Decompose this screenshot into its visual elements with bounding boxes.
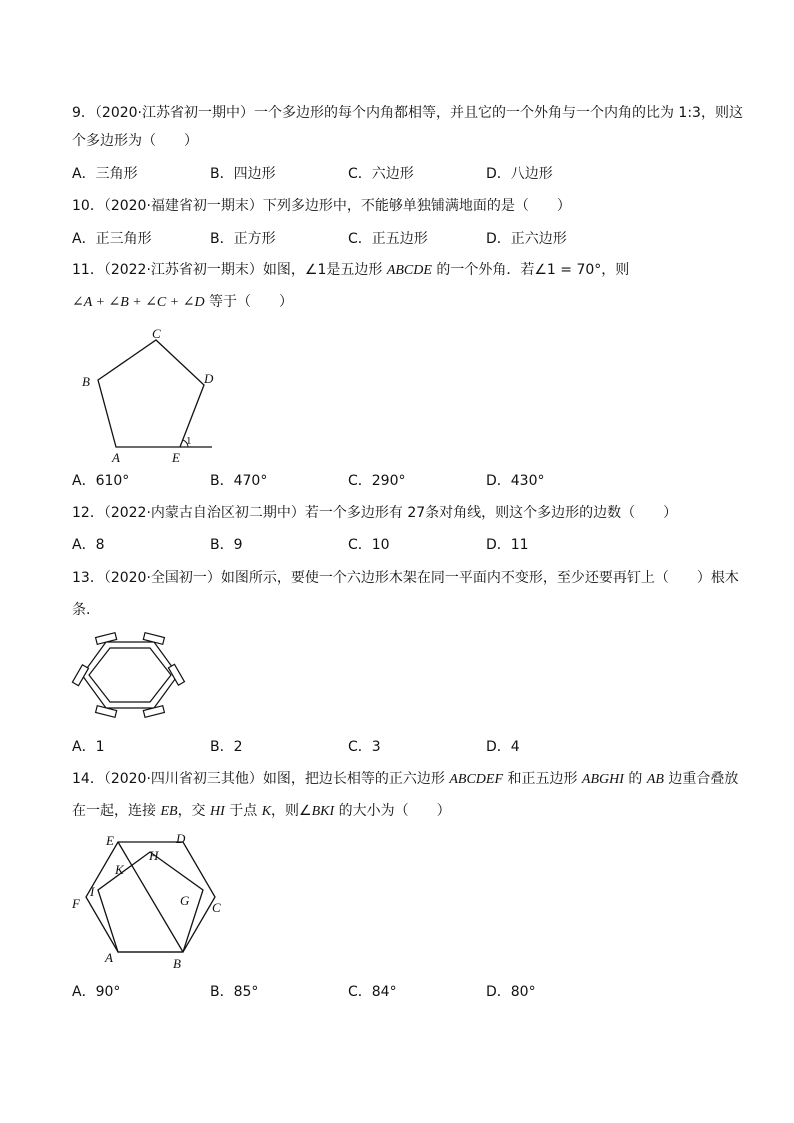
label-d: D	[204, 371, 214, 386]
q11-option-a[interactable]: A．610°	[72, 473, 130, 489]
q10-option-c[interactable]: C．正五边形	[348, 231, 428, 247]
hexagon-outer	[82, 642, 178, 708]
q13-stem-line1: 13．（2020·全国初一）如图所示，要使一个六边形木架在同一平面内不变形，至少还要再钉上（ ）根木	[72, 570, 739, 586]
label-b: B	[173, 956, 181, 971]
q12-option-b[interactable]: B．9	[210, 537, 243, 553]
q11-option-d[interactable]: D．430°	[486, 473, 545, 489]
q14-hexagon-pentagon-figure	[68, 830, 234, 974]
q13-option-d[interactable]: D．4	[486, 739, 520, 755]
q11-stem-line2: ∠A + ∠B + ∠C + ∠D 等于（ ）	[72, 294, 294, 310]
q12-stem-line1: 12．（2022·内蒙古自治区初二期中）若一个多边形有 27条对角线，则这个多边形的边数（ ）	[72, 505, 678, 521]
q9-option-a[interactable]: A．三角形	[72, 166, 138, 182]
q11-option-b[interactable]: B．470°	[210, 473, 268, 489]
q10-option-a[interactable]: A．正三角形	[72, 231, 152, 247]
q9-option-c[interactable]: C．六边形	[348, 166, 414, 182]
q10-stem-line1: 10．（2020·福建省初一期末）下列多边形中，不能够单独铺满地面的是（ ）	[72, 198, 571, 214]
q13-stem-line2: 条.	[72, 602, 91, 618]
q10-option-d[interactable]: D．正六边形	[486, 231, 567, 247]
q14-option-b[interactable]: B．85°	[210, 984, 259, 1000]
q10-option-b[interactable]: B．正方形	[210, 231, 276, 247]
q9-stem-line1: 9．（2020·江苏省初一期中）一个多边形的每个内角都相等，并且它的一个外角与一个内角的比为 1:3，则这	[72, 105, 743, 121]
label-f: F	[72, 896, 80, 911]
label-angle-1: 1	[186, 435, 192, 447]
q12-option-c[interactable]: C．10	[348, 537, 390, 553]
q11-option-c[interactable]: C．290°	[348, 473, 406, 489]
q12-option-a[interactable]: A．8	[72, 537, 105, 553]
label-h: H	[149, 848, 159, 863]
label-i: I	[90, 884, 95, 899]
label-a: A	[105, 950, 113, 965]
label-e: E	[172, 450, 180, 465]
q9-option-d[interactable]: D．八边形	[486, 166, 553, 182]
q14-option-d[interactable]: D．80°	[486, 984, 536, 1000]
q13-option-c[interactable]: C．3	[348, 739, 381, 755]
nail-joint-left	[72, 665, 88, 686]
q13-option-a[interactable]: A．1	[72, 739, 105, 755]
q9-stem-line2: 个多边形为（ ）	[72, 133, 198, 149]
label-k: K	[115, 862, 124, 877]
q14-stem-line2: 在一起，连接 EB，交 HI 于点 K，则∠BKI 的大小为（ ）	[72, 803, 451, 819]
q14-option-c[interactable]: C．84°	[348, 984, 397, 1000]
label-e: E	[106, 833, 114, 848]
q14-option-a[interactable]: A．90°	[72, 984, 121, 1000]
q9-option-b[interactable]: B．四边形	[210, 166, 276, 182]
q11-pentagon-figure	[70, 328, 230, 468]
q14-stem-line1: 14．（2020·四川省初三其他）如图，把边长相等的正六边形 ABCDEF 和正五边形 ABGHI 的 AB 边重合叠放	[72, 771, 739, 787]
q11-stem-line1: 11．（2022·江苏省初一期末）如图，∠1是五边形 ABCDE 的一个外角．若∠1 = 70°，则	[72, 262, 630, 278]
label-d: D	[176, 831, 186, 846]
label-c: C	[152, 326, 161, 341]
label-c: C	[212, 900, 221, 915]
label-a: A	[112, 450, 120, 465]
q13-hexagon-frame-figure	[74, 632, 190, 718]
hexagon-inner	[89, 648, 171, 702]
q13-option-b[interactable]: B．2	[210, 739, 243, 755]
label-g: G	[180, 893, 190, 908]
q12-option-d[interactable]: D．11	[486, 537, 529, 553]
pentagon-shape	[98, 340, 204, 447]
label-b: B	[82, 374, 90, 389]
